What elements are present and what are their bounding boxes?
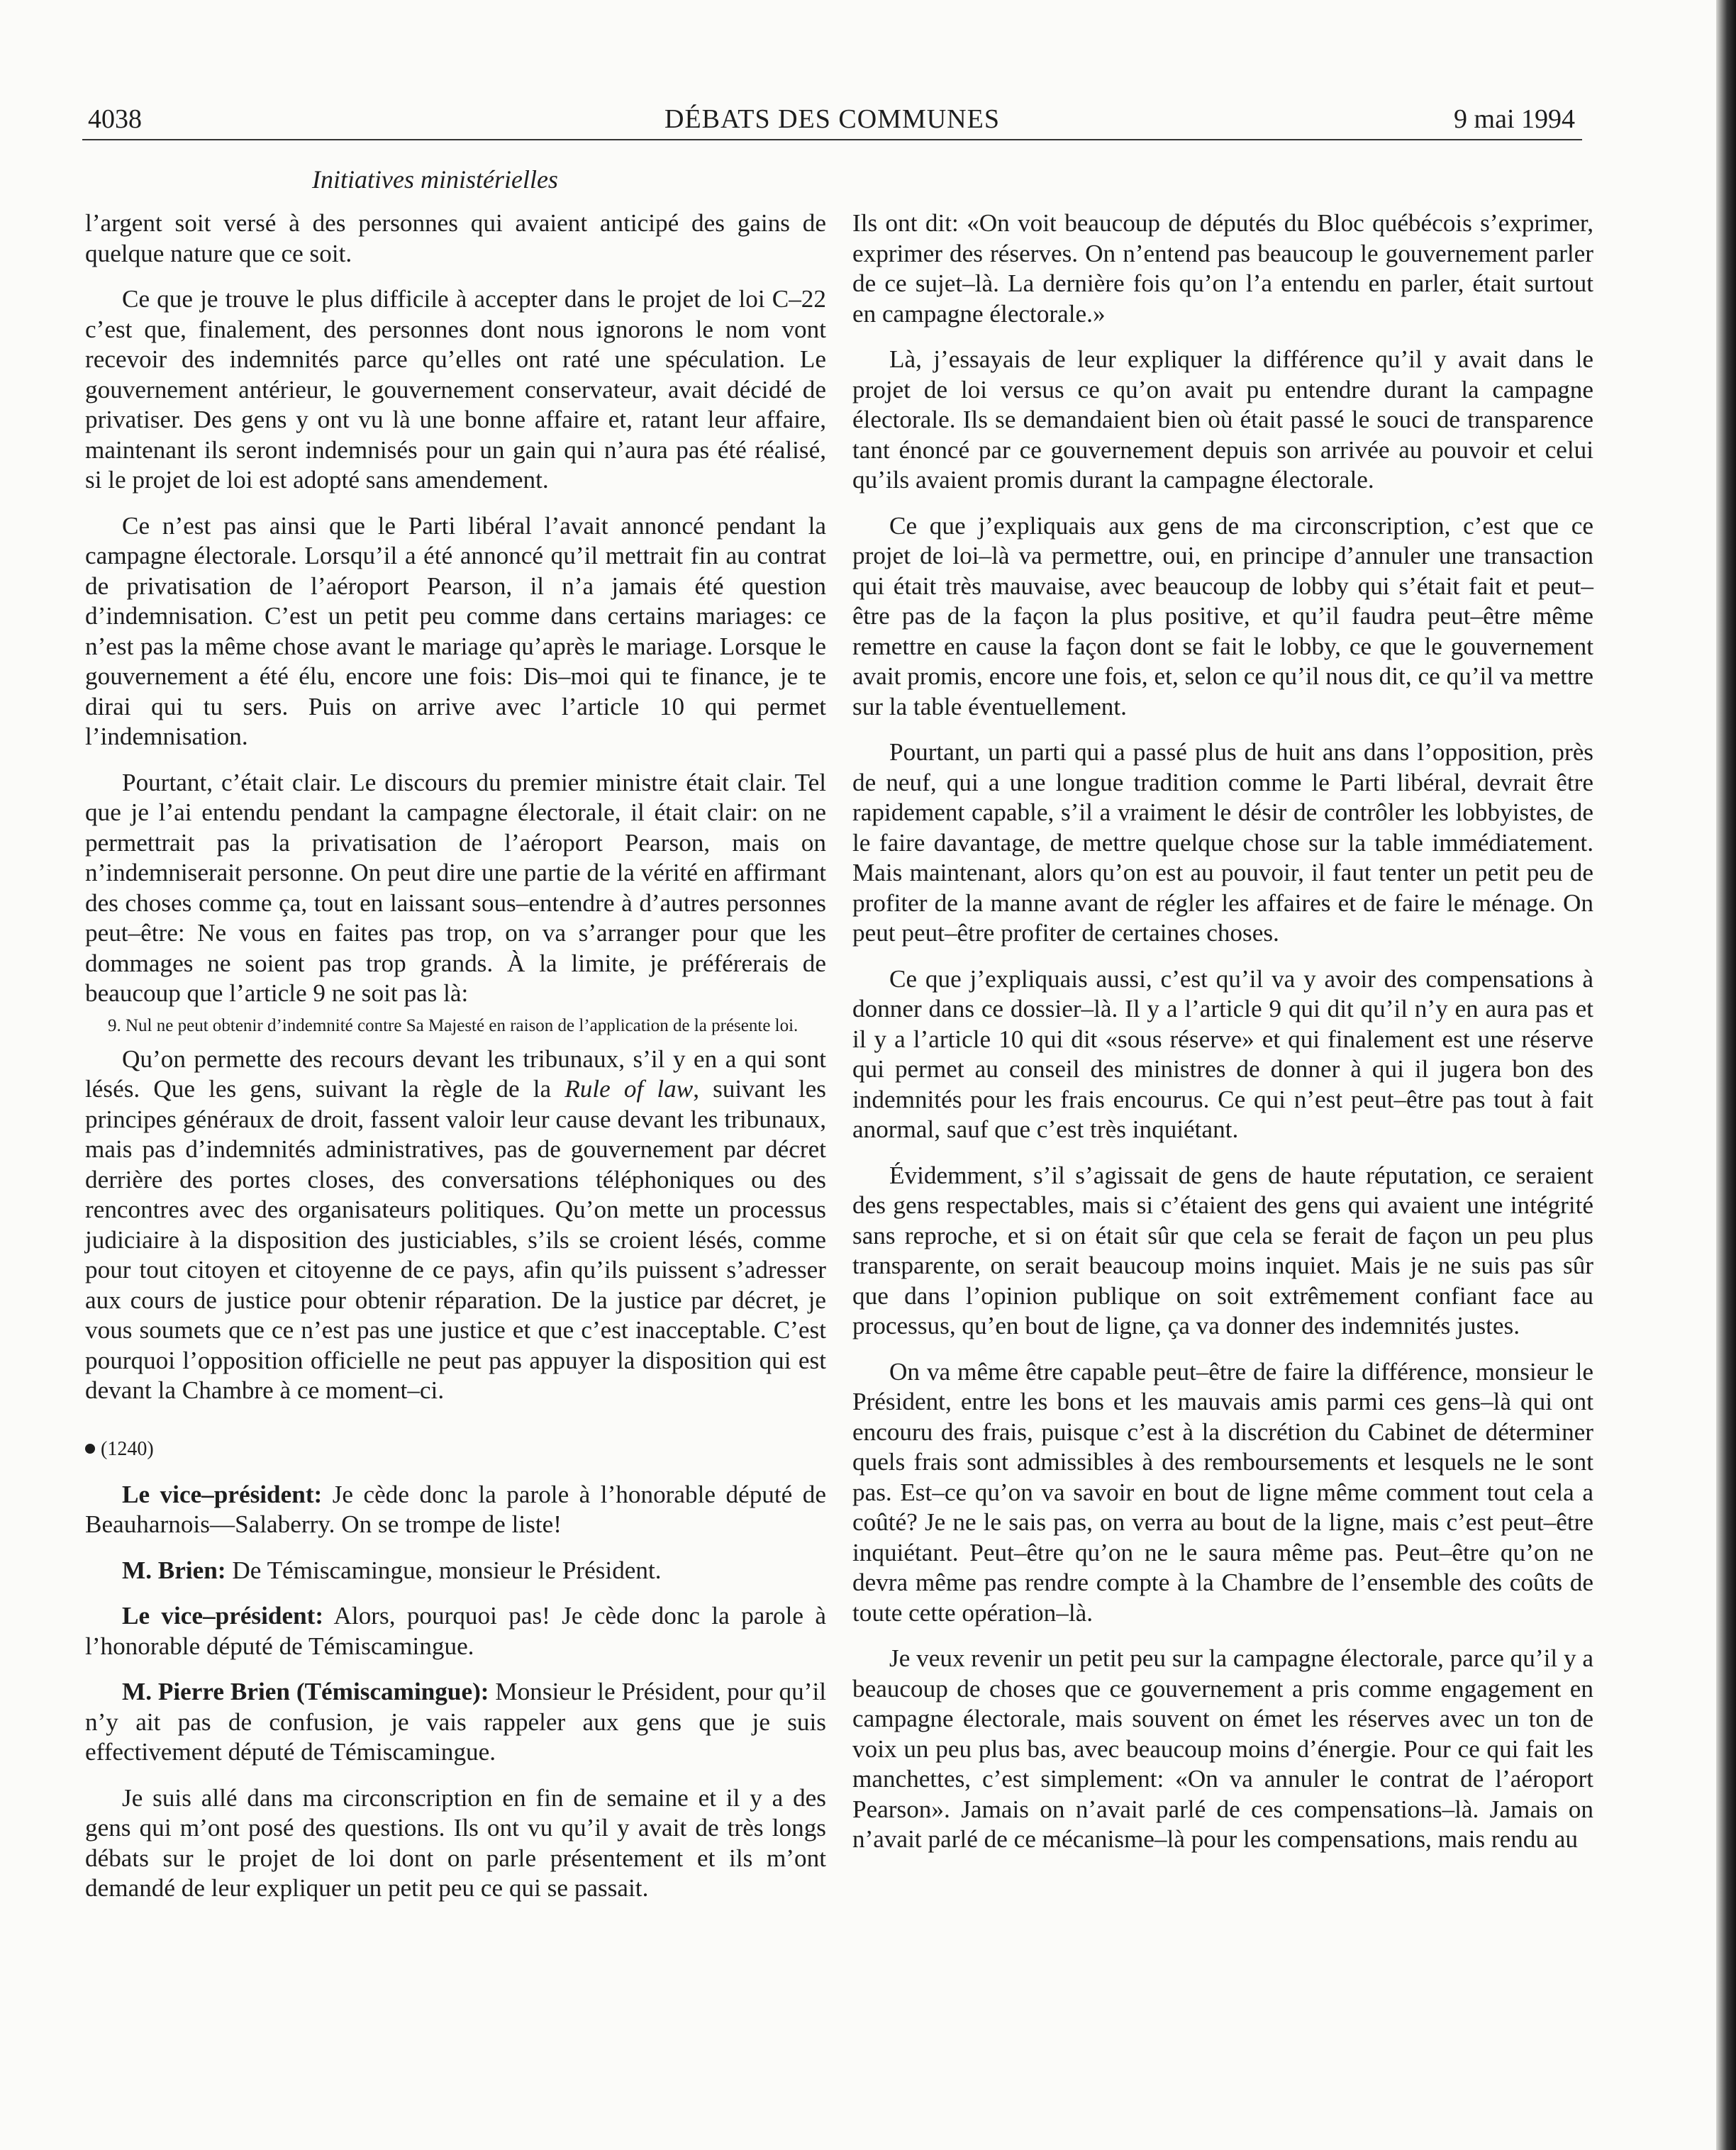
- paragraph: [85, 1045, 826, 1406]
- time-marker: [85, 1435, 826, 1464]
- speaker-name: Le vice–président:: [122, 1480, 323, 1508]
- paragraph: Pourtant, un parti qui a passé plus de huit ans dans l’opposition, près de neuf, qui a une longue tradition comme le Parti libéral, devrait être rapidement capable, s’il a vraiment le désir de contrôler les lobbyistes, de le faire davantage, de mettre quelque chose sur la table immédiatement. Mais maintenant, alors qu’on est au pouvoir, il faut tenter un petit peu de profiter de la manne avant de régler les affaires et de faire le ménage. On peut peut–être profiter de certaines choses.: [852, 738, 1593, 947]
- scan-edge: [1716, 0, 1736, 2150]
- text-run: Qu’on permette des recours devant les tribunaux, s’il y en a qui sont lésés. Que les gens, suivant la règle de la: [85, 1045, 826, 1103]
- paragraph: Je suis allé dans ma circonscription en fin de semaine et il y a des gens qui m’ont posé des questions. Ils ont vu qu’il y avait de très longs débats sur le projet de loi dont on parle présentement et ils m’ont demandé de leur expliquer un petit peu ce qui se passait.: [85, 1783, 826, 1902]
- paragraph: l’argent soit versé à des personnes qui avaient anticipé des gains de quelque nature que ce soit.: [85, 209, 826, 267]
- text-run: , suivant les principes généraux de droit, fassent valoir leur cause devant les tribunaux, mais pas d’indemnités administratives, pas de gouvernement par décret derrière des portes closes, des conversations téléphoniques ou des rencontres avec des organisateurs politiques. Qu’on mette un processus judiciaire à la disposition des justiciables, s’ils se croient lésés, comme pour tout citoyen et citoyenne de ce pays, afin qu’ils puissent s’adresser aux cours de justice pour obtenir réparation. De la justice par décret, je vous soumets que ce n’est pas une justice et que c’est inacceptable. C’est pourquoi l’opposition officielle ne peut pas appuyer la disposition qui est devant la Chambre à ce moment–ci.: [85, 1075, 826, 1404]
- paragraph: Pourtant, c’était clair. Le discours du premier ministre était clair. Tel que je l’ai entendu pendant la campagne électorale, il était clair: on ne permettrait pas la privatisation de l’aéroport Pearson, mais on n’indemniserait personne. On peut dire une partie de la vérité en affirmant des choses comme ça, tout en laissant sous–entendre à d’autres personnes peut–être: Ne vous en faites pas trop, on va s’arranger pour que les dommages ne soient pas trop grands. À la limite, je préférerais de beaucoup que l’article 9 ne soit pas là:: [85, 768, 826, 1007]
- speech-text: Je cède donc la parole à l’honorable député de Beauharnois—Salaberry. On se trompe de liste!: [85, 1480, 826, 1538]
- speech-text: Monsieur le Président, pour qu’il n’y ait pas de confusion, je vais rappeler aux gens que je suis effectivement député de Témiscamingue.: [85, 1678, 826, 1766]
- speech-text: Alors, pourquoi pas! Je cède donc la parole à l’honorable député de Témiscamingue.: [85, 1602, 826, 1660]
- quoted-article: 9. Nul ne peut obtenir d’indemnité contre Sa Majesté en raison de l’application de la présente loi.: [108, 1015, 799, 1035]
- paragraph: Ce n’est pas ainsi que le Parti libéral l’avait annoncé pendant la campagne électorale. Lorsqu’il a été annoncé qu’il mettrait fin au contrat de privatisation de l’aéroport Pearson, il n’a jamais été question d’indemnisation. C’est un petit peu comme dans certains mariages: ce n’est pas la même chose avant le mariage qu’après le mariage. Lorsque le gouvernement a été élu, encore une fois: Dis–moi qui te finance, je te dirai qui tu sers. Puis on arrive avec l’article 10 qui permet l’indemnisation.: [85, 511, 826, 750]
- paragraph: On va même être capable peut–être de faire la différence, monsieur le Président, entre les bons et les mauvais amis parmi ces gens–là qui ont encouru des frais, puisque c’est à la discrétion du Cabinet de déterminer quels frais sont admissibles à des remboursements et lesquels ne le sont pas. Est–ce qu’on va savoir en bout de ligne même comment tout cela a coûté? Je ne le sais pas, on verra au bout de la ligne, mais c’est peut–être inquiétant. Peut–être qu’on ne le saura même pas. Peut–être qu’on ne devra même pas rendre compte à la Chambre de l’ensemble des coûts de toute cette opération–là.: [852, 1357, 1593, 1627]
- speech-text: De Témiscamingue, monsieur le Président.: [226, 1556, 662, 1584]
- paragraph: Je veux revenir un petit peu sur la campagne électorale, parce qu’il y a beaucoup de choses que ce gouvernement a pris comme engagement en campagne électorale, mais souvent on émet les réserves avec un ton de voix un peu plus bas, avec beaucoup moins d’énergie. Pour ce qui fait les manchettes, c’est simplement: «On va annuler le contrat de l’aéroport Pearson». Jamais on n’avait parlé de ces compensations–là. Jamais on n’avait parlé de ce mécanisme–là pour les compensations, mais rendu au: [852, 1644, 1593, 1853]
- speaker-name: Le vice–président:: [122, 1602, 324, 1630]
- paragraph: Ce que je trouve le plus difficile à accepter dans le projet de loi C–22 c’est que, finalement, des personnes dont nous ignorons le nom vont recevoir des indemnités parce qu’elles ont raté une spéculation. Le gouvernement antérieur, le gouvernement conservateur, avait décidé de privatiser. Des gens y ont vu là une bonne affaire et, ratant leur affaire, maintenant ils seront indemnisés pour un gain qui n’aura pas été réalisé, si le projet de loi est adopté sans amendement.: [85, 285, 826, 494]
- italic-term: Rule of law: [564, 1075, 694, 1103]
- right-column: [852, 208, 1593, 1855]
- section-title: Initiatives ministérielles: [312, 165, 558, 194]
- speaker-paragraph: [85, 1556, 826, 1586]
- paragraph: Ce que j’expliquais aux gens de ma circonscription, c’est que ce projet de loi–là va permettre, oui, en principe d’annuler une transaction qui était très mauvaise, avec beaucoup de lobby qui s’était fait et peut–être pas de la façon la plus positive, et qu’il faudra peut–être même remettre en cause la façon dont se fait le lobby, ce que le gouvernement avait promis, encore une fois, et, selon ce qu’il nous dit, ce qu’il va mettre sur la table éventuellement.: [852, 511, 1593, 720]
- time-marker-text: (1240): [101, 1437, 154, 1460]
- speaker-paragraph: [85, 1677, 826, 1768]
- speaker-paragraph: [85, 1480, 826, 1540]
- paragraph: Évidemment, s’il s’agissait de gens de haute réputation, ce seraient des gens respectables, mais si c’étaient des gens qui avaient une intégrité sans reproche, et si on était sûr que cela se ferait de façon un peu plus transparente, on serait beaucoup moins inquiet. Mais je ne suis pas sûr que dans l’opinion publique on soit extrêmement confiant face au processus, qu’en bout de ligne, ça va donner des indemnités justes.: [852, 1161, 1593, 1339]
- page-header: [82, 99, 1582, 140]
- journal-title: DÉBATS DES COMMUNES: [664, 104, 1000, 134]
- paragraph: Là, j’essayais de leur expliquer la différence qu’il y avait dans le projet de loi versus ce qu’on avait pu entendre durant la campagne électorale. Ils se demandaient bien où était passé le souci de transparence tant énoncé par ce gouvernement depuis son arrivée au pouvoir et celui qu’ils avaient promis durant la campagne électorale.: [852, 345, 1593, 494]
- page-number: 4038: [88, 104, 142, 134]
- speaker-paragraph: [85, 1601, 826, 1661]
- left-column: [85, 208, 826, 1904]
- page-date: 9 mai 1994: [1454, 104, 1575, 134]
- bullet-icon: [85, 1444, 95, 1454]
- paragraph: Ils ont dit: «On voit beaucoup de députés du Bloc québécois s’exprimer, exprimer des réserves. On n’entend pas beaucoup le gouvernement parler de ce sujet–là. La dernière fois qu’on l’a entendu en parler, était surtout en campagne électorale.»: [852, 209, 1593, 328]
- speaker-name: M. Brien:: [122, 1556, 226, 1584]
- speaker-name: M. Pierre Brien (Témiscamingue):: [122, 1678, 489, 1705]
- paragraph: Ce que j’expliquais aussi, c’est qu’il va y avoir des compensations à donner dans ce dossier–là. Il y a l’article 9 qui dit qu’il n’y en aura pas et il y a l’article 10 qui dit «sous réserve» et qui finalement est une réserve qui permet au conseil des ministres de donner à qui il jugera bon des indemnités pour les frais encourus. Ce qui n’est peut–être pas tout à fait anormal, sauf que c’est très inquiétant.: [852, 964, 1593, 1143]
